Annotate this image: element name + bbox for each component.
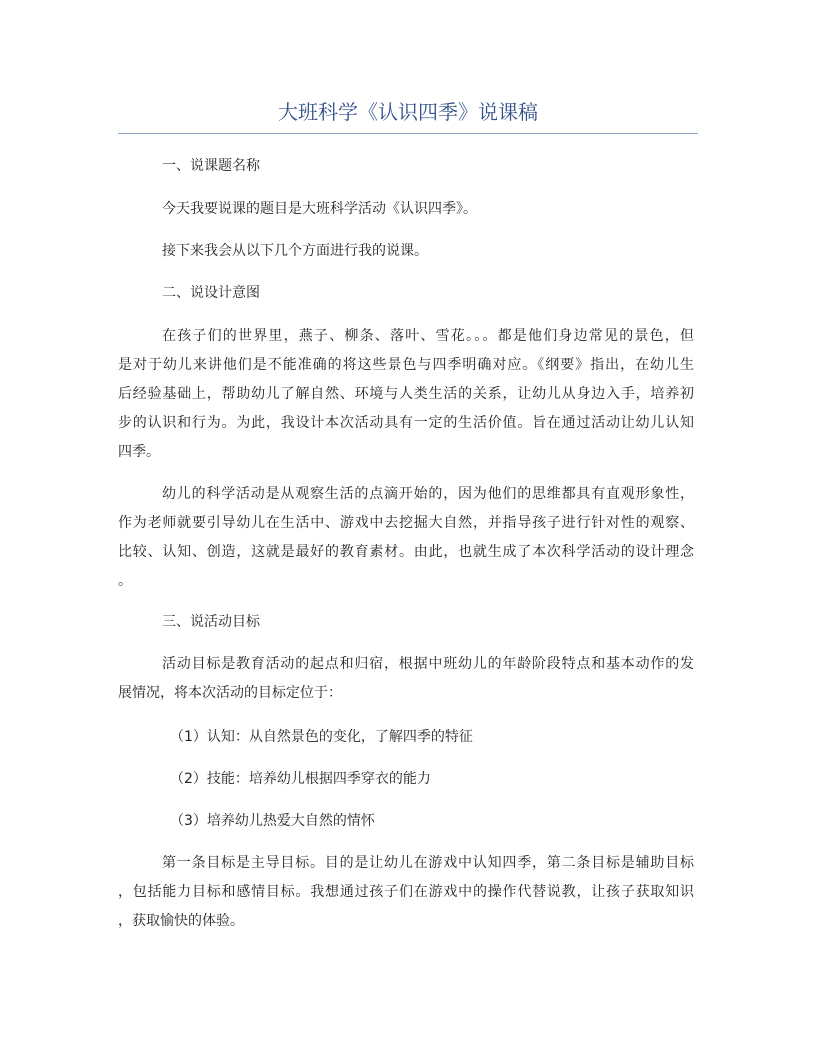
section-heading: 一、说课题名称 bbox=[162, 158, 260, 174]
paragraph-line: 比较、认知、创造，这就是最好的教育素材。由此，也就生成了本次科学活动的设计理念 bbox=[118, 544, 694, 560]
paragraph: 今天我要说课的题目是大班科学活动《认识四季》。 bbox=[162, 201, 477, 217]
title-divider bbox=[118, 133, 698, 134]
paragraph-line: 第一条目标是主导目标。目的是让幼儿在游戏中认知四季，第二条目标是辅助目标 bbox=[162, 855, 694, 871]
section-heading: 二、说设计意图 bbox=[162, 285, 260, 301]
paragraph-line: 是对于幼儿来讲他们是不能准确的将这些景色与四季明确对应。《纲要》指出，在幼儿生 bbox=[118, 357, 694, 373]
paragraph-line: ，获取愉快的体验。 bbox=[118, 913, 244, 929]
goal-item: （2）技能：培养幼儿根据四季穿衣的能力 bbox=[170, 771, 431, 787]
paragraph-line: 幼儿的科学活动是从观察生活的点滴开始的，因为他们的思维都具有直观形象性， bbox=[162, 486, 694, 502]
paragraph-line: 四季。 bbox=[118, 444, 160, 460]
paragraph-line: 展情况，将本次活动的目标定位于： bbox=[118, 685, 342, 701]
paragraph-line: 步的认识和行为。为此，我设计本次活动具有一定的生活价值。旨在通过活动让幼儿认知 bbox=[118, 415, 694, 431]
paragraph-line: 后经验基础上，帮助幼儿了解自然、环境与人类生活的关系，让幼儿从身边入手，培养初 bbox=[118, 386, 694, 402]
document-title: 大班科学《认识四季》说课稿 bbox=[278, 100, 538, 124]
paragraph: 接下来我会从以下几个方面进行我的说课。 bbox=[162, 243, 428, 259]
goal-item: （3）培养幼儿热爱大自然的情怀 bbox=[170, 813, 375, 829]
paragraph-line: 在孩子们的世界里，燕子、柳条、落叶、雪花。。。都是他们身边常见的景色，但 bbox=[162, 328, 694, 344]
paragraph-line: 作为老师就要引导幼儿在生活中、游戏中去挖掘大自然，并指导孩子进行针对性的观察、 bbox=[118, 515, 694, 531]
goal-item: （1）认知：从自然景色的变化，了解四季的特征 bbox=[170, 729, 473, 745]
paragraph-line: ，包括能力目标和感情目标。我想通过孩子们在游戏中的操作代替说教，让孩子获取知识 bbox=[118, 884, 694, 900]
paragraph-line: 活动目标是教育活动的起点和归宿，根据中班幼儿的年龄阶段特点和基本动作的发 bbox=[162, 656, 694, 672]
paragraph-line: 。 bbox=[118, 573, 132, 589]
section-heading: 三、说活动目标 bbox=[162, 614, 260, 630]
